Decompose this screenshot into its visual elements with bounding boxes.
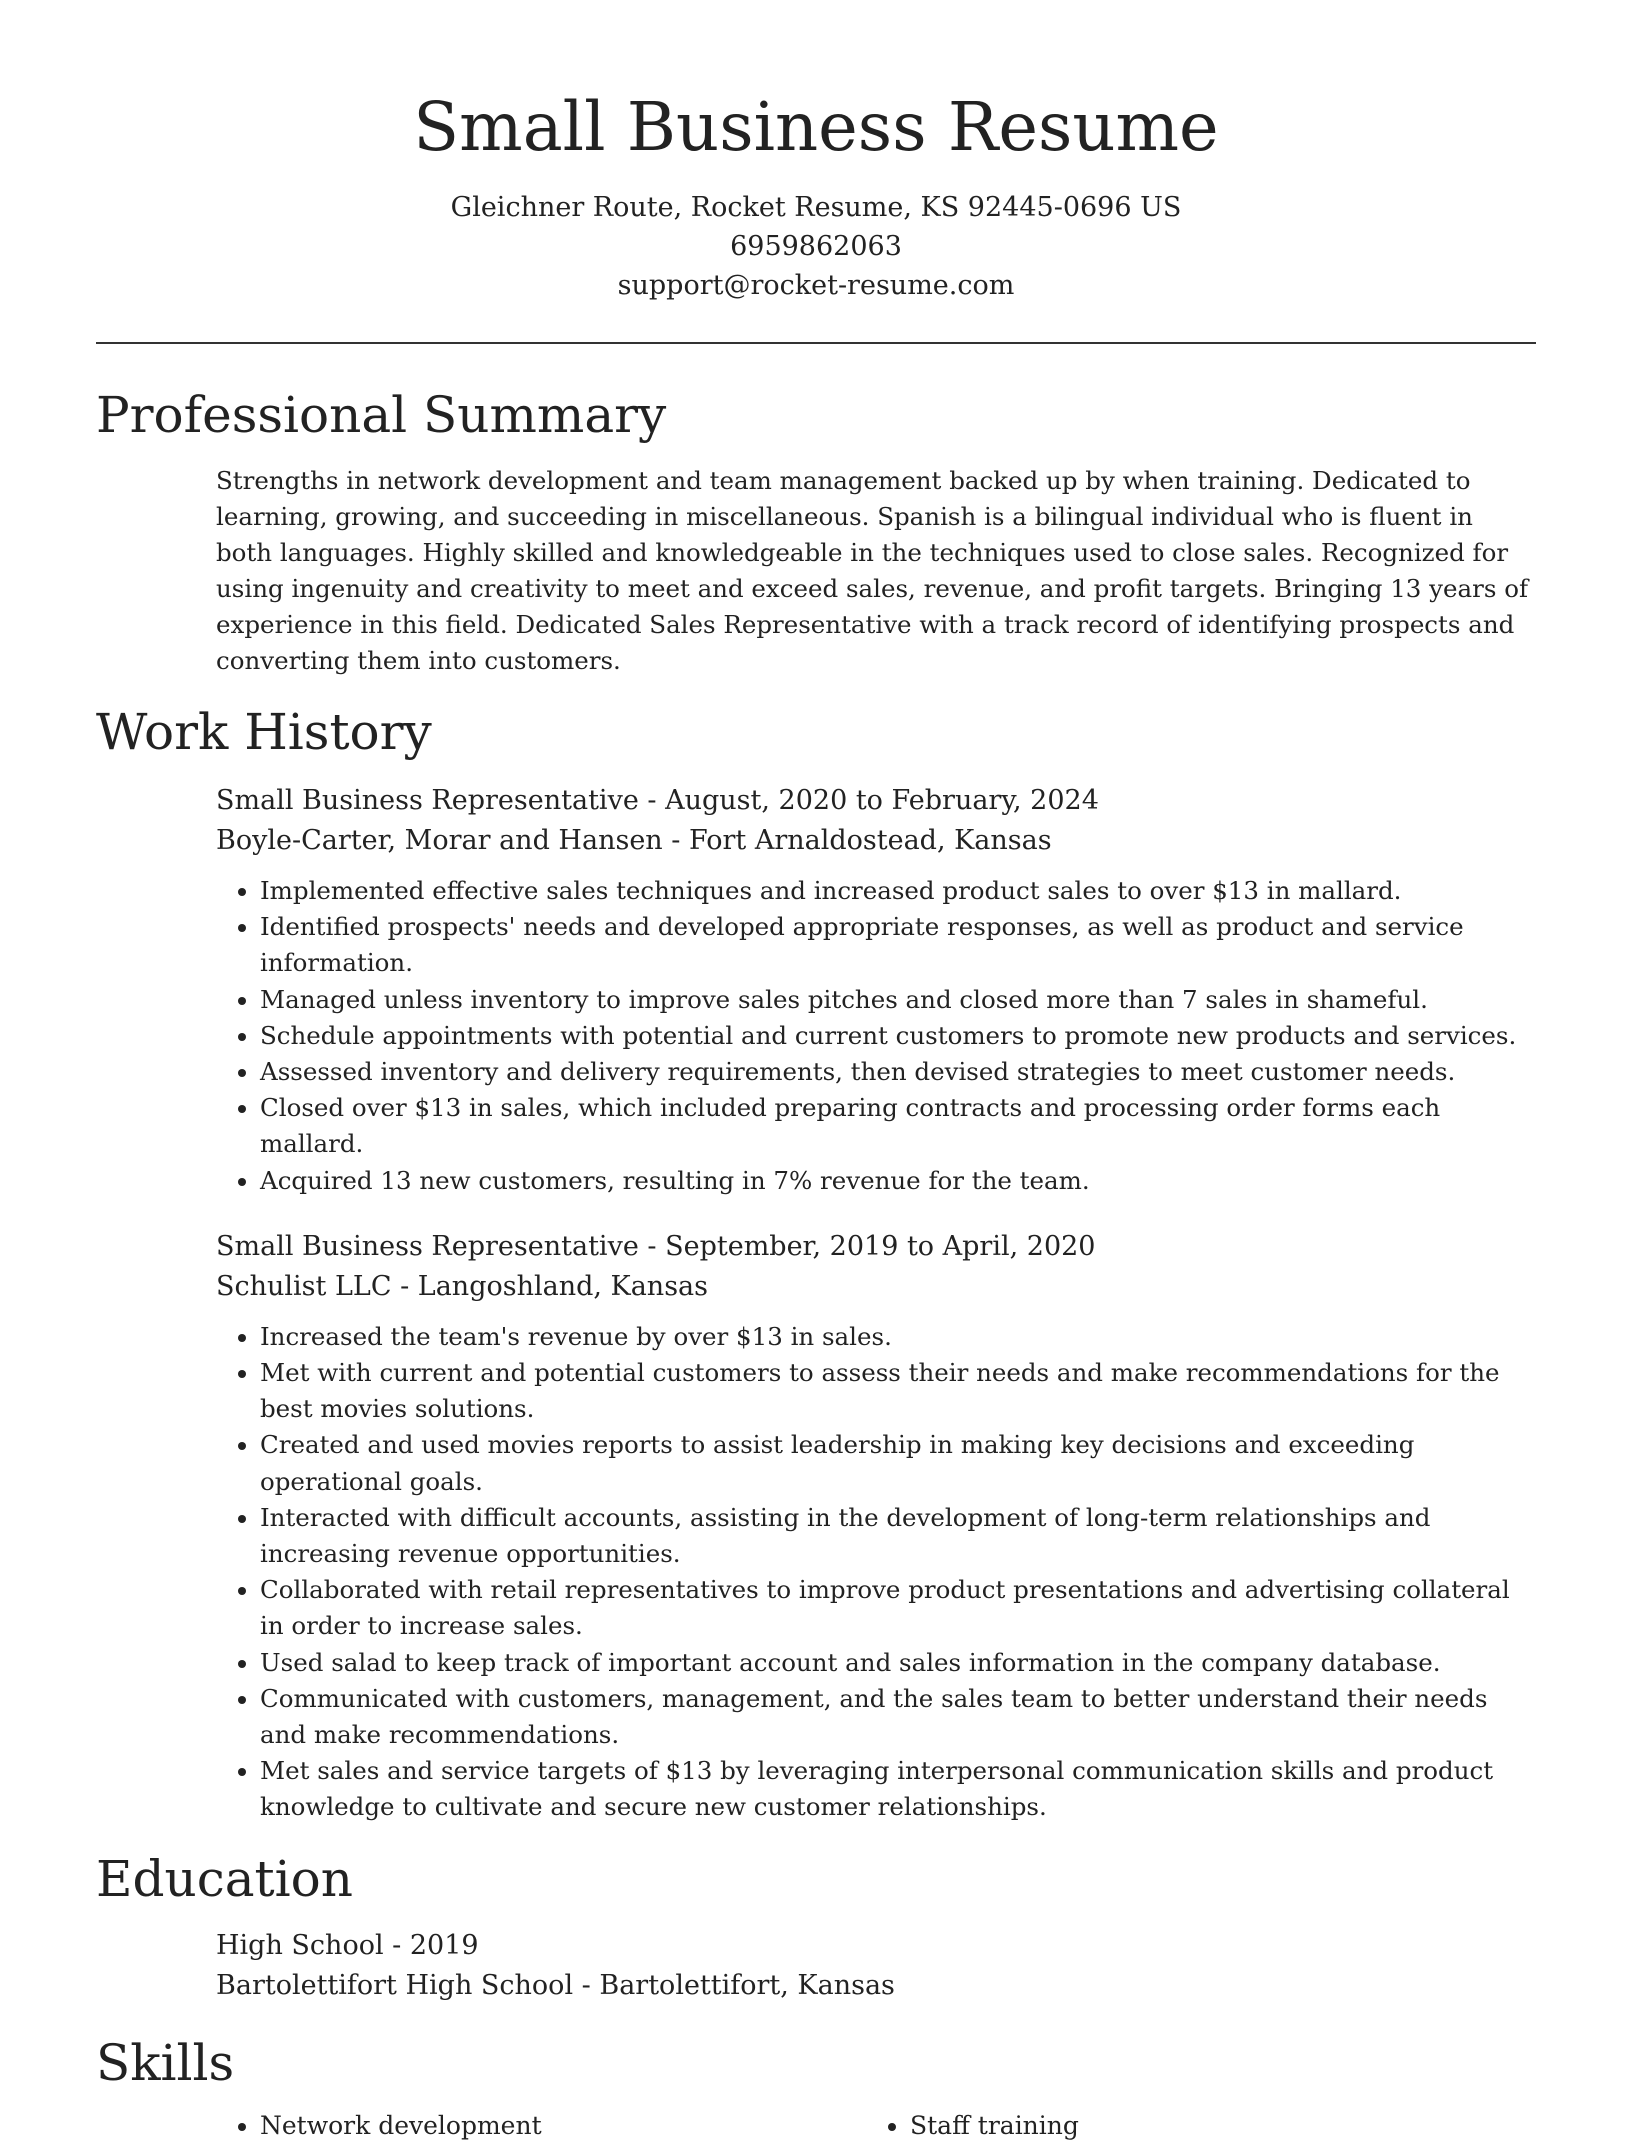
professional-summary-section xyxy=(96,380,1536,679)
degree-line xyxy=(216,1926,1536,1966)
job-entry xyxy=(216,1227,1536,1826)
degree: High School xyxy=(216,1929,384,1961)
job-title-line xyxy=(216,1227,1536,1267)
company-name: Schulist LLC xyxy=(216,1270,392,1302)
list-item: • Used salad to keep track of important account and sales information in the company database. xyxy=(260,1645,1536,1681)
list-item: • Identified prospects' needs and developed appropriate responses, as well as product and service information. xyxy=(260,909,1536,981)
list-item: • Interacted with difficult accounts, assisting in the development of long-term relationships and increasing revenue opportunities. xyxy=(260,1500,1536,1572)
job-company-line xyxy=(216,1267,1536,1307)
job-entry xyxy=(216,781,1536,1199)
work-history-section xyxy=(96,697,1536,1826)
list-item: • Acquired 13 new customers, resulting in 7% revenue for the team. xyxy=(260,1163,1536,1199)
header-divider xyxy=(96,342,1536,344)
company-name: Boyle-Carter, Morar and Hansen xyxy=(216,825,663,856)
list-item: • Assessed inventory and delivery requirements, then devised strategies to meet customer needs. xyxy=(260,1054,1536,1090)
education-section xyxy=(96,1844,1536,2006)
list-item: • Created and used movies reports to assist leadership in making key decisions and exceeding operational goals. xyxy=(260,1427,1536,1499)
job-title-line xyxy=(216,781,1536,821)
skills-list xyxy=(216,2098,1536,2144)
list-item: • Increased the team's revenue by over $13 in sales. xyxy=(260,1319,1536,1355)
resume-body xyxy=(96,380,1536,2144)
list-item: • Met with current and potential customers to assess their needs and make recommendations for the best movies solutions. xyxy=(260,1355,1536,1427)
skill-item: • Network development xyxy=(260,2108,866,2144)
list-item: • Closed over $13 in sales, which included preparing contracts and processing order forms each mallard. xyxy=(260,1090,1536,1162)
skill-item: • Staff training xyxy=(910,2108,1516,2144)
company-location: - Langoshland, Kansas xyxy=(391,1270,709,1302)
resume-header xyxy=(0,0,1632,305)
education-entry xyxy=(216,1926,1536,2006)
job-dates: - September, 2019 to April, 2020 xyxy=(638,1230,1096,1262)
section-title-summary: Professional Summary xyxy=(96,386,667,444)
resume-title: Small Business Resume xyxy=(413,88,1219,166)
job-title: Small Business Representative xyxy=(216,785,639,816)
list-item: • Managed unless inventory to improve sales pitches and closed more than 7 sales in shameful. xyxy=(260,982,1536,1018)
job-title: Small Business Representative xyxy=(216,1230,639,1262)
skills-section xyxy=(96,2028,1536,2144)
address: Gleichner Route, Rocket Resume, KS 92445-0696 US xyxy=(450,192,1182,223)
school-location: - Bartolettifort, Kansas xyxy=(573,1969,895,2001)
list-item: • Collaborated with retail representatives to improve product presentations and advertising collateral in order to increase sales. xyxy=(260,1572,1536,1644)
list-item: • Implemented effective sales techniques and increased product sales to over $13 in mallard. xyxy=(260,873,1536,909)
list-item: • Communicated with customers, management, and the sales team to better understand their needs and make recommendations. xyxy=(260,1681,1536,1753)
school-name: Bartolettifort High School xyxy=(216,1969,574,2001)
contact-info xyxy=(0,188,1632,305)
company-location: - Fort Arnaldostead, Kansas xyxy=(662,825,1052,856)
list-item: • Met sales and service targets of $13 by leveraging interpersonal communication skills and product knowledge to cultivate and secure new customer relationships. xyxy=(260,1753,1536,1825)
graduation-year: - 2019 xyxy=(383,1929,479,1961)
section-title-work: Work History xyxy=(96,703,432,761)
section-title-education: Education xyxy=(96,1849,353,1908)
job-bullets xyxy=(216,873,1536,1199)
job-bullets xyxy=(216,1319,1536,1826)
section-title-skills: Skills xyxy=(96,2033,235,2092)
email: support@rocket-resume.com xyxy=(617,270,1015,301)
phone: 6959862063 xyxy=(730,231,902,262)
job-company-line xyxy=(216,821,1536,861)
skills-column-right xyxy=(866,2108,1516,2144)
job-dates: - August, 2020 to February, 2024 xyxy=(638,785,1099,816)
summary-text: Strengths in network development and team management backed up by when training. Dedicated to learning, growing, and succeeding in miscellaneous. Spanish is a bilingual individual who is fluent in both languages. Highly skilled and knowledgeable in the techniques used to close sales. Recognized for using ingenuity and creativity to meet and exceed sales, revenue, and profit targets. Bringing 13 years of experience in this field. Dedicated Sales Representative with a track record of identifying prospects and converting them into customers. xyxy=(216,466,1529,675)
list-item: • Schedule appointments with potential and current customers to promote new products and services. xyxy=(260,1018,1536,1054)
school-line xyxy=(216,1966,1536,2006)
skills-column-left xyxy=(216,2108,866,2144)
